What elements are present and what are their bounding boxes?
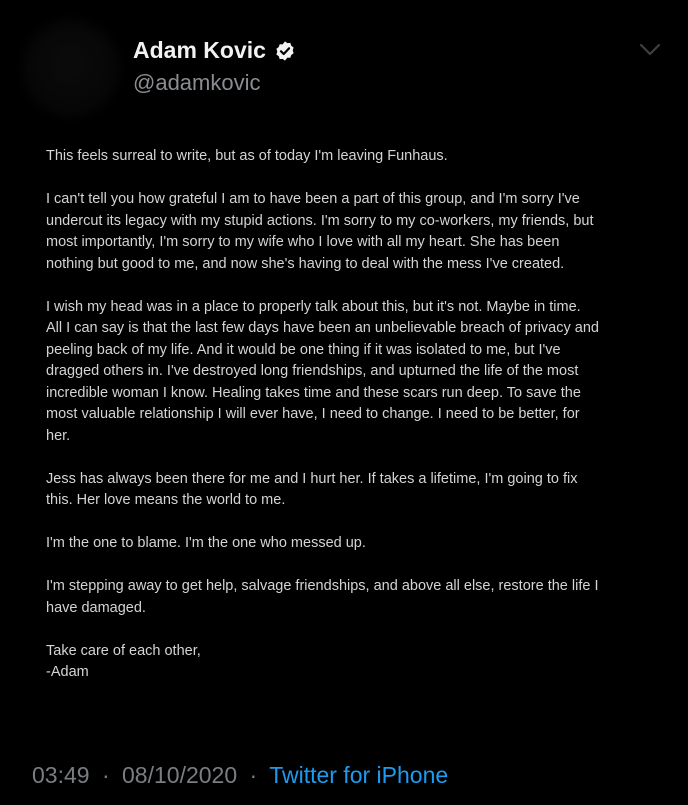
author-name[interactable]: Adam Kovic bbox=[133, 37, 266, 63]
verified-badge-icon bbox=[274, 40, 296, 62]
tweet-date[interactable]: 08/10/2020 bbox=[122, 762, 238, 788]
tweet-source-link[interactable]: Twitter for iPhone bbox=[269, 762, 449, 788]
meta-separator: · bbox=[249, 762, 258, 788]
tweet-text bbox=[46, 146, 648, 684]
chevron-down-icon[interactable] bbox=[638, 42, 662, 58]
tweet-paragraph: I'm the one to blame. I'm the one who messed up. bbox=[46, 535, 366, 551]
author-name-row[interactable] bbox=[133, 37, 296, 64]
tweet-paragraph: I can't tell you how grateful I am to have been a part of this group, and I'm sorry I've undercut its legacy with my stupid actions. I'm sorry to my co-workers, my friends, but most importantly, I'm sorry to my wife who I love with all my heart. She has been nothing but good to me, and now she's having to deal with the mess I've created. bbox=[46, 191, 594, 272]
author-handle[interactable]: @adamkovic bbox=[133, 70, 261, 95]
tweet-paragraph: This feels surreal to write, but as of today I'm leaving Funhaus. bbox=[46, 148, 448, 164]
tweet-paragraph: Jess has always been there for me and I hurt her. If takes a lifetime, I'm going to fix this. Her love means the world to me. bbox=[46, 470, 578, 508]
tweet-metadata bbox=[32, 762, 448, 789]
tweet-paragraph: I wish my head was in a place to properly talk about this, but it's not. Maybe in time. All I can say is that the last few days have been an unbelievable breach of privacy and peeling back of my life. And it would be one thing if it was isolated to me, but I've dragged others in. I've destroyed long friendships, and upturned the life of the most incredible woman I know. Healing takes time and these scars run deep. To save the most valuable relationship I will ever have, I need to change. I need to be better, for her. bbox=[46, 298, 599, 444]
meta-separator: · bbox=[101, 762, 110, 788]
tweet-image[interactable] bbox=[16, 124, 672, 744]
tweet-paragraph: I'm stepping away to get help, salvage friendships, and above all else, restore the life I have damaged. bbox=[46, 578, 599, 616]
avatar[interactable] bbox=[30, 27, 112, 109]
tweet-time[interactable]: 03:49 bbox=[32, 762, 90, 788]
tweet-paragraph: Take care of each other, -Adam bbox=[46, 642, 201, 680]
